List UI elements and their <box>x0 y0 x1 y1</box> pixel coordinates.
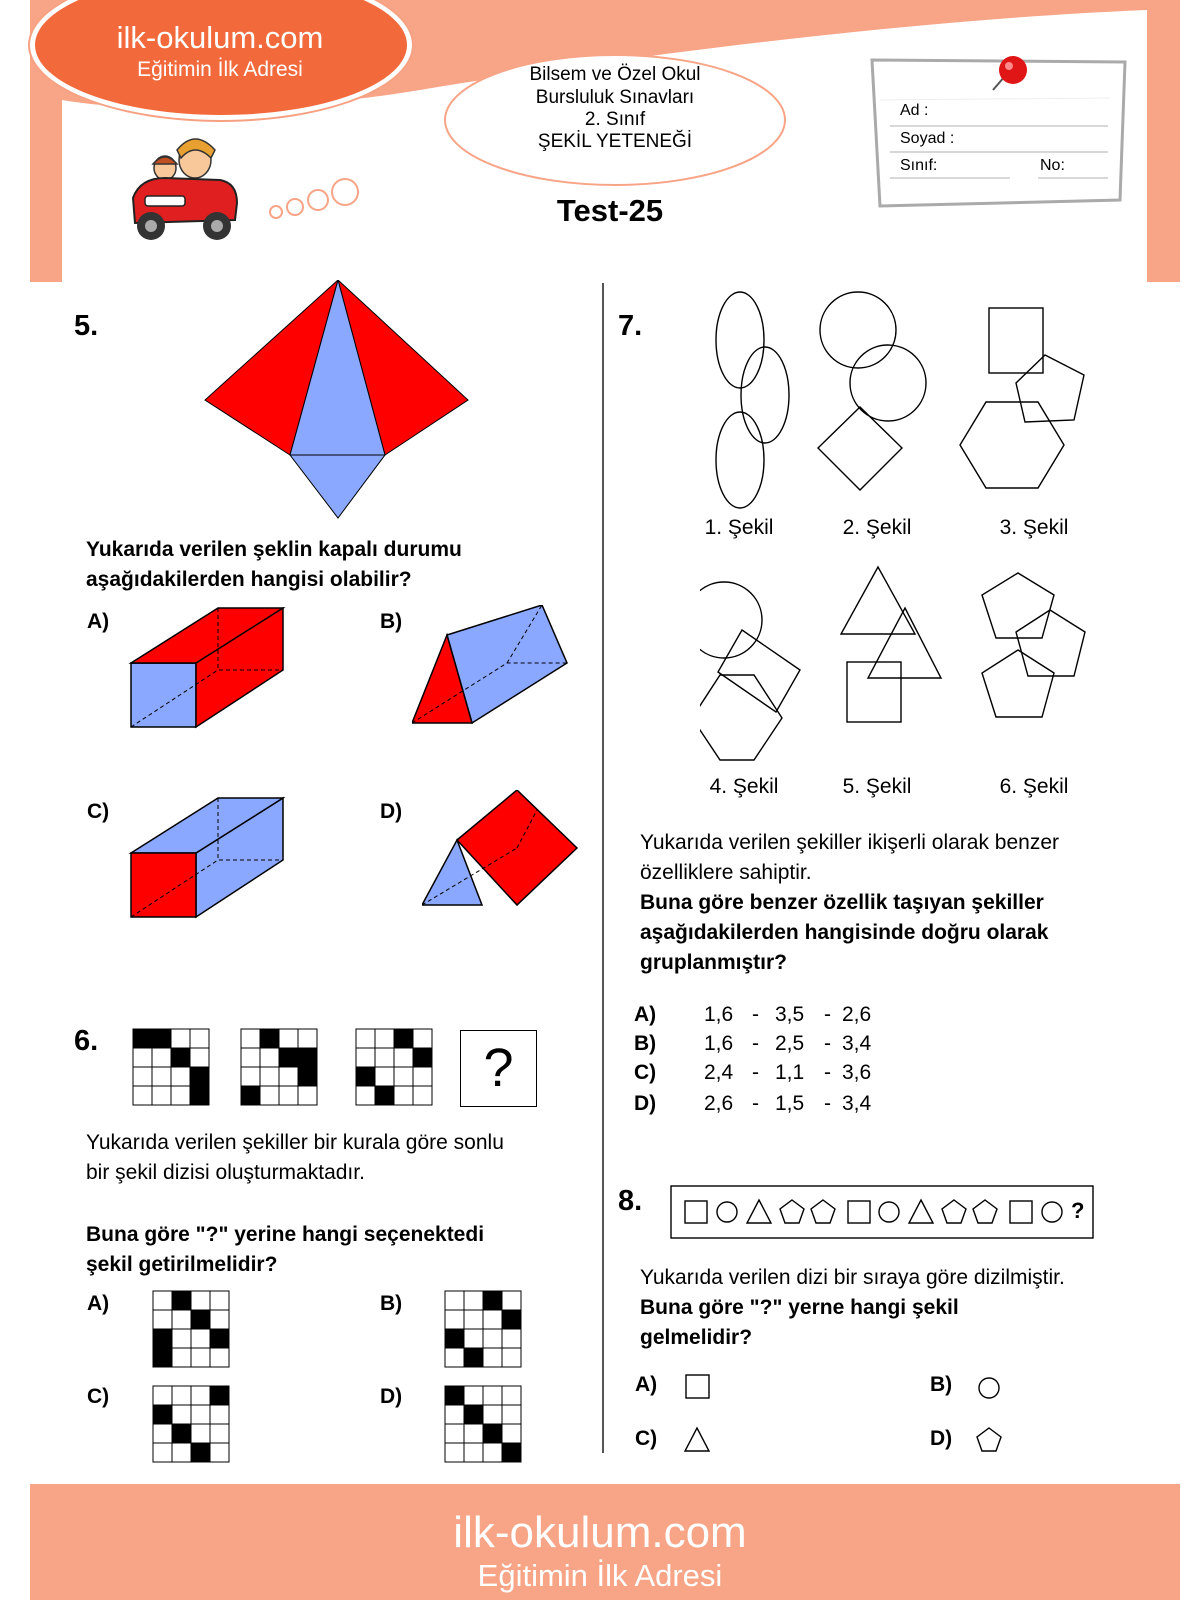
grid-cell <box>210 1443 229 1462</box>
q6-option-b-grid[interactable] <box>444 1290 522 1373</box>
column-divider <box>602 283 604 1453</box>
name-field-label: Ad : <box>900 102 929 119</box>
q7-option-b-group-3: 3,4 <box>842 1032 872 1055</box>
q7-fig3-square <box>989 308 1043 373</box>
cloud-line-3: 2. Sınıf <box>584 109 646 130</box>
grid-cell <box>464 1310 483 1329</box>
grid-cell <box>153 1386 172 1405</box>
grid-cell <box>445 1329 464 1348</box>
logo-title: ilk-okulum.com <box>116 20 324 55</box>
q7-option-d-dash-1: - <box>752 1092 759 1115</box>
grid-cell <box>483 1405 502 1424</box>
q7-question-bold-2: aşağıdakilerden hangisinde doğru olarak <box>640 921 1049 944</box>
grid-cell <box>279 1067 298 1086</box>
q7-fig6-pentagon-1 <box>982 573 1054 638</box>
grid-cell <box>241 1086 260 1105</box>
q5-open-net-figure <box>200 280 470 520</box>
grid-4x4 <box>152 1290 230 1368</box>
grid-cell <box>502 1424 521 1443</box>
q6-option-d-label[interactable]: D) <box>380 1385 403 1408</box>
q7-fig4-circle <box>700 582 762 658</box>
grid-4x4 <box>444 1385 522 1463</box>
grid-cell <box>502 1291 521 1310</box>
grid-cell <box>172 1310 191 1329</box>
class-field-label: Sınıf: <box>900 157 938 174</box>
q7-fig2-circle-2 <box>850 345 926 421</box>
q5-option-d-prism[interactable] <box>422 790 582 915</box>
grid-cell <box>152 1067 171 1086</box>
q7-option-a-dash-1: - <box>752 1003 759 1026</box>
grid-cell <box>153 1443 172 1462</box>
grid-cell <box>502 1443 521 1462</box>
grid-cell <box>464 1386 483 1405</box>
q7-fig1-ellipse-mid <box>741 347 789 443</box>
cloud-line-2: Bursluluk Sınavları <box>535 87 695 108</box>
q6-question-line-1: Yukarıda verilen şekiller bir kurala göre sonlu <box>86 1131 504 1154</box>
footer-subtitle: Eğitimin İlk Adresi <box>477 1558 723 1593</box>
q7-fig3-pentagon <box>1016 355 1084 422</box>
q7-option-b-dash-2: - <box>824 1032 831 1055</box>
q7-question-bold-3: gruplanmıştır? <box>640 951 788 974</box>
grid-cell <box>210 1310 229 1329</box>
q7-question-line-2: özelliklere sahiptir. <box>640 861 812 884</box>
grid-cell <box>375 1029 394 1048</box>
grid-cell <box>153 1291 172 1310</box>
grid-cell <box>210 1329 229 1348</box>
grid-cell <box>172 1443 191 1462</box>
q6-option-a-grid[interactable] <box>152 1290 230 1373</box>
grid-cell <box>298 1048 317 1067</box>
grid-cell <box>260 1067 279 1086</box>
grid-4x4 <box>152 1385 230 1463</box>
grid-cell <box>298 1067 317 1086</box>
grid-cell <box>210 1386 229 1405</box>
q6-option-c-label[interactable]: C) <box>87 1385 110 1408</box>
grid-cell <box>172 1291 191 1310</box>
q8-option-d-label[interactable]: D) <box>930 1427 953 1450</box>
grid-cell <box>171 1086 190 1105</box>
grid-cell <box>413 1086 432 1105</box>
grid-cell <box>153 1424 172 1443</box>
grid-cell <box>133 1048 152 1067</box>
grid-cell <box>190 1048 209 1067</box>
q7-option-a-group-2: 3,5 <box>775 1003 805 1026</box>
q7-option-d-group-1: 2,6 <box>704 1092 734 1115</box>
grid-cell <box>153 1405 172 1424</box>
grid-cell <box>445 1443 464 1462</box>
q6-question-bold-1: Buna göre "?" yerine hangi seçenektedi <box>86 1223 485 1246</box>
grid-cell <box>210 1348 229 1367</box>
q7-option-c-label: C) <box>634 1061 657 1084</box>
q7-option-b-label: B) <box>634 1032 657 1055</box>
q7-fig5-triangle-2 <box>868 608 941 678</box>
q6-option-c-grid[interactable] <box>152 1385 230 1468</box>
q8-option-c-label[interactable]: C) <box>635 1427 658 1450</box>
grid-cell <box>279 1086 298 1105</box>
grid-cell <box>445 1348 464 1367</box>
q7-option-c-dash-2: - <box>824 1061 831 1084</box>
q8-option-d-pentagon-icon[interactable] <box>975 1425 1005 1455</box>
q8-mystery-mark: ? <box>1071 1198 1085 1223</box>
grid-cell <box>153 1329 172 1348</box>
q6-question-line-2: bir şekil dizisi oluşturmaktadır. <box>86 1161 365 1184</box>
q7-fig2-diamond <box>818 407 902 490</box>
q5-option-c-prism[interactable] <box>128 795 293 920</box>
q5-option-a-label[interactable]: A) <box>87 610 110 633</box>
grid-cell <box>210 1424 229 1443</box>
q7-fig6-pentagon-3 <box>982 650 1054 717</box>
grid-cell <box>464 1424 483 1443</box>
q8-option-a-square-icon[interactable] <box>683 1372 713 1402</box>
grid-cell <box>191 1405 210 1424</box>
grid-cell <box>210 1291 229 1310</box>
q7-option-c-group-2: 1,1 <box>775 1061 805 1084</box>
q7-fig1-ellipse-bot <box>716 412 764 508</box>
q7-option-a-dash-2: - <box>824 1003 831 1026</box>
grid-cell <box>171 1048 190 1067</box>
grid-cell <box>191 1310 210 1329</box>
q8-number: 8. <box>618 1185 643 1217</box>
q8-sequence-box <box>670 1185 1095 1240</box>
q7-fig5-triangle-1 <box>841 567 915 634</box>
grid-cell <box>394 1086 413 1105</box>
q7-fig3-hexagon <box>960 402 1064 488</box>
grid-cell <box>133 1067 152 1086</box>
grid-cell <box>483 1443 502 1462</box>
mascot-car-icon <box>125 128 245 248</box>
grid-cell <box>172 1424 191 1443</box>
q6-option-a-label[interactable]: A) <box>87 1292 110 1315</box>
q5-question-line-1: Yukarıda verilen şeklin kapalı durumu <box>86 538 462 561</box>
grid-cell <box>445 1424 464 1443</box>
grid-4x4 <box>355 1028 433 1106</box>
q8-question-line-1: Yukarıda verilen dizi bir sıraya göre dizilmiştir. <box>640 1266 1065 1289</box>
q7-caption-4: 4. Şekil <box>709 775 779 798</box>
q6-option-b-label[interactable]: B) <box>380 1292 403 1315</box>
grid-cell <box>152 1029 171 1048</box>
grid-cell <box>356 1029 375 1048</box>
grid-cell <box>241 1048 260 1067</box>
q7-option-b-group-1: 1,6 <box>704 1032 734 1055</box>
q7-fig1-ellipse-top <box>716 292 764 388</box>
grid-cell <box>445 1405 464 1424</box>
grid-cell <box>133 1029 152 1048</box>
grid-cell <box>464 1348 483 1367</box>
grid-cell <box>483 1329 502 1348</box>
grid-4x4 <box>132 1028 210 1106</box>
q7-option-c-group-3: 3,6 <box>842 1061 872 1084</box>
q7-option-d-dash-2: - <box>824 1092 831 1115</box>
q7-caption-2: 2. Şekil <box>842 516 912 539</box>
q5-option-b-prism[interactable] <box>412 605 572 730</box>
test-title: Test-25 <box>556 193 664 228</box>
grid-cell <box>172 1348 191 1367</box>
grid-cell <box>260 1086 279 1105</box>
q6-mystery-box: ? <box>460 1030 537 1107</box>
grid-cell <box>394 1048 413 1067</box>
grid-cell <box>298 1086 317 1105</box>
grid-cell <box>241 1029 260 1048</box>
q8-question-bold-2: gelmelidir? <box>640 1326 753 1349</box>
grid-cell <box>464 1443 483 1462</box>
grid-cell <box>502 1310 521 1329</box>
grid-cell <box>191 1291 210 1310</box>
grid-4x4 <box>444 1290 522 1368</box>
grid-cell <box>502 1386 521 1405</box>
grid-cell <box>260 1029 279 1048</box>
grid-cell <box>279 1029 298 1048</box>
grid-cell <box>356 1067 375 1086</box>
q7-option-a-group-1: 1,6 <box>704 1003 734 1026</box>
q5-number: 5. <box>74 310 99 342</box>
grid-cell <box>190 1067 209 1086</box>
grid-cell <box>241 1067 260 1086</box>
q7-fig6-pentagon-2 <box>1016 610 1085 676</box>
grid-cell <box>445 1291 464 1310</box>
q8-option-a-label[interactable]: A) <box>635 1373 658 1396</box>
q7-option-c-dash-1: - <box>752 1061 759 1084</box>
footer-title: ilk-okulum.com <box>453 1508 747 1557</box>
q7-option-b-group-2: 2,5 <box>775 1032 805 1055</box>
grid-cell <box>464 1405 483 1424</box>
q7-option-a-label: A) <box>634 1003 657 1026</box>
grid-cell <box>172 1386 191 1405</box>
grid-cell <box>191 1443 210 1462</box>
cloud-line-4: ŞEKİL YETENEĞİ <box>537 131 693 152</box>
grid-cell <box>483 1348 502 1367</box>
cloud-line-1: Bilsem ve Özel Okul <box>529 64 701 85</box>
q6-grid-1 <box>132 1028 210 1111</box>
grid-cell <box>171 1067 190 1086</box>
grid-cell <box>152 1086 171 1105</box>
grid-cell <box>191 1348 210 1367</box>
grid-cell <box>445 1310 464 1329</box>
q8-question-bold-1: Buna göre "?" yerne hangi şekil <box>640 1296 959 1319</box>
q7-option-a-group-3: 2,6 <box>842 1003 872 1026</box>
q5-option-a-prism[interactable] <box>128 605 293 730</box>
grid-cell <box>483 1424 502 1443</box>
q7-number: 7. <box>618 310 643 342</box>
grid-cell <box>191 1329 210 1348</box>
q6-grid-3 <box>355 1028 433 1111</box>
grid-cell <box>464 1329 483 1348</box>
grid-cell <box>502 1348 521 1367</box>
grid-cell <box>153 1310 172 1329</box>
q7-option-d-label: D) <box>634 1092 657 1115</box>
number-field-label: No: <box>1040 157 1065 174</box>
grid-cell <box>260 1048 279 1067</box>
grid-cell <box>413 1067 432 1086</box>
grid-cell <box>375 1067 394 1086</box>
grid-cell <box>356 1048 375 1067</box>
grid-cell <box>153 1348 172 1367</box>
q8-option-c-triangle-icon[interactable] <box>683 1425 713 1455</box>
q7-caption-6: 6. Şekil <box>999 775 1069 798</box>
grid-cell <box>172 1405 191 1424</box>
grid-cell <box>172 1329 191 1348</box>
grid-cell <box>191 1424 210 1443</box>
push-pin-icon <box>985 48 1045 98</box>
grid-cell <box>445 1386 464 1405</box>
grid-cell <box>464 1291 483 1310</box>
q5-option-b-label[interactable]: B) <box>380 610 403 633</box>
grid-cell <box>210 1405 229 1424</box>
q7-caption-1: 1. Şekil <box>704 516 774 539</box>
grid-cell <box>413 1029 432 1048</box>
grid-cell <box>394 1067 413 1086</box>
grid-cell <box>502 1329 521 1348</box>
grid-cell <box>298 1029 317 1048</box>
logo-subtitle: Eğitimin İlk Adresi <box>137 58 303 81</box>
grid-cell <box>190 1029 209 1048</box>
q5-option-d-label[interactable]: D) <box>380 800 403 823</box>
q6-question-bold-2: şekil getirilmelidir? <box>86 1253 278 1276</box>
grid-cell <box>483 1310 502 1329</box>
q7-caption-3: 3. Şekil <box>999 516 1069 539</box>
q7-fig5-square <box>847 662 901 722</box>
q7-option-d-group-3: 3,4 <box>842 1092 872 1115</box>
grid-cell <box>152 1048 171 1067</box>
grid-cell <box>279 1048 298 1067</box>
q7-fig2-circle-1 <box>820 292 896 368</box>
grid-cell <box>375 1086 394 1105</box>
q7-fig4-diamond <box>718 630 800 712</box>
surname-field-label: Soyad : <box>900 130 955 147</box>
grid-4x4 <box>240 1028 318 1106</box>
q8-option-b-circle-icon[interactable] <box>975 1374 1005 1404</box>
grid-cell <box>190 1086 209 1105</box>
grid-cell <box>133 1086 152 1105</box>
grid-cell <box>171 1029 190 1048</box>
q6-option-d-grid[interactable] <box>444 1385 522 1468</box>
grid-cell <box>191 1386 210 1405</box>
q7-option-d-group-2: 1,5 <box>775 1092 805 1115</box>
grid-cell <box>483 1386 502 1405</box>
grid-cell <box>356 1086 375 1105</box>
grid-cell <box>375 1048 394 1067</box>
q7-question-line-1: Yukarıda verilen şekiller ikişerli olarak benzer <box>640 831 1060 854</box>
grid-cell <box>413 1048 432 1067</box>
grid-cell <box>483 1291 502 1310</box>
q6-number: 6. <box>74 1025 99 1057</box>
grid-cell <box>394 1029 413 1048</box>
q8-option-b-label[interactable]: B) <box>930 1373 953 1396</box>
q7-shape-groups <box>700 280 1120 800</box>
q5-option-c-label[interactable]: C) <box>87 800 110 823</box>
q5-question-line-2: aşağıdakilerden hangisi olabilir? <box>86 568 412 591</box>
q7-question-bold-1: Buna göre benzer özellik taşıyan şekiller <box>640 891 1044 914</box>
q7-option-b-dash-1: - <box>752 1032 759 1055</box>
q7-option-c-group-1: 2,4 <box>704 1061 734 1084</box>
q7-caption-5: 5. Şekil <box>842 775 912 798</box>
grid-cell <box>502 1405 521 1424</box>
q6-grid-2 <box>240 1028 318 1111</box>
